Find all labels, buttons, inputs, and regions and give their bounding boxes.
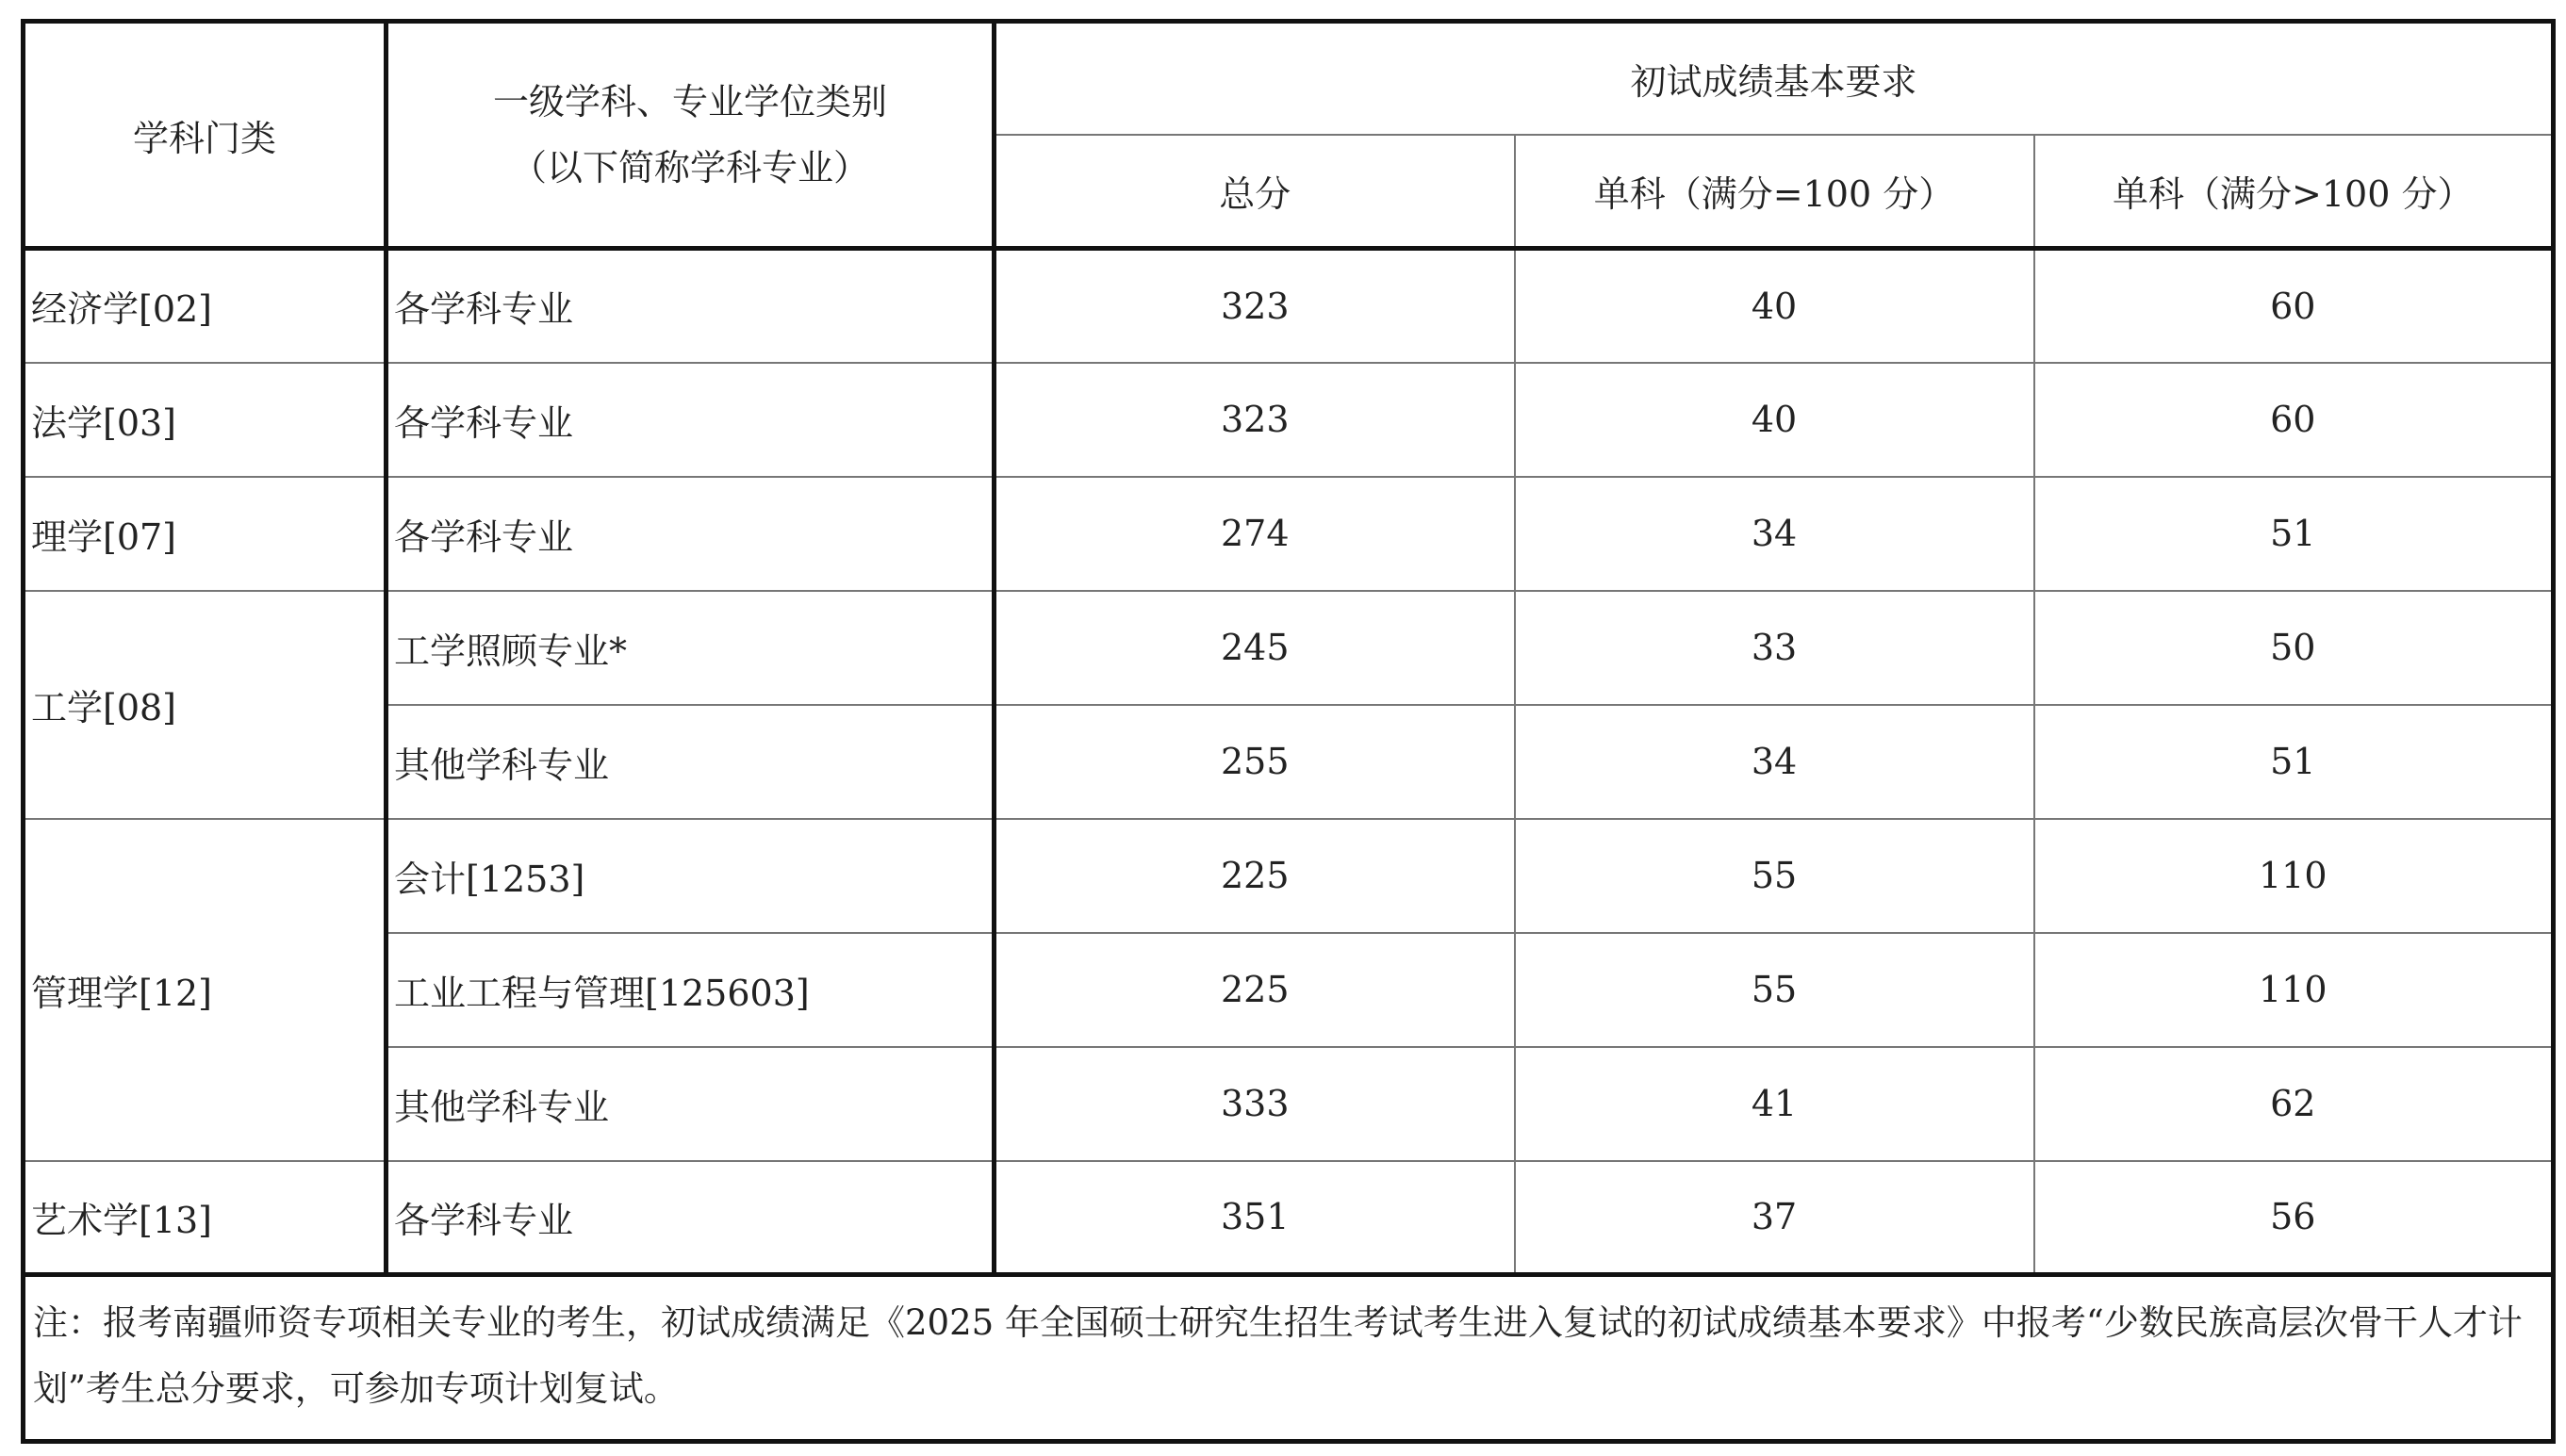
header-total — [995, 135, 1515, 249]
table-row — [24, 477, 2554, 591]
single-eq100-cell: 55 — [1515, 819, 2034, 933]
table-row — [24, 933, 2554, 1047]
single-gt100-cell: 110 — [2034, 933, 2554, 1047]
single-gt100-cell: 56 — [2034, 1161, 2554, 1275]
header-requirement-group — [995, 22, 2554, 135]
table-row — [24, 1161, 2554, 1275]
category-cell: 工学[08] — [24, 591, 387, 819]
category-cell: 艺术学[13] — [24, 1161, 387, 1275]
header-total-label: 总分 — [1219, 172, 1291, 215]
discipline-cell: 工业工程与管理[125603] — [387, 933, 995, 1047]
discipline-cell: 各学科专业 — [387, 1161, 995, 1275]
discipline-cell: 其他学科专业 — [387, 1047, 995, 1161]
table-row — [24, 591, 2554, 705]
discipline-cell: 各学科专业 — [387, 363, 995, 477]
table-row — [24, 705, 2554, 819]
single-gt100-cell: 110 — [2034, 819, 2554, 933]
single-gt100-cell: 51 — [2034, 477, 2554, 591]
category-cell: 经济学[02] — [24, 249, 387, 363]
total-cell: 274 — [995, 477, 1515, 591]
total-cell: 333 — [995, 1047, 1515, 1161]
total-cell: 323 — [995, 363, 1515, 477]
header-category — [24, 22, 387, 249]
header-category-label: 学科门类 — [132, 117, 276, 159]
header-requirement-group-label: 初试成绩基本要求 — [1630, 60, 1917, 103]
table-row — [24, 819, 2554, 933]
single-eq100-cell: 41 — [1515, 1047, 2034, 1161]
score-requirements-table — [21, 19, 2556, 1444]
header-single-eq100-label: 单科（满分=100 分） — [1593, 172, 1955, 215]
single-gt100-cell: 51 — [2034, 705, 2554, 819]
note-row — [24, 1275, 2554, 1442]
single-gt100-cell: 50 — [2034, 591, 2554, 705]
single-eq100-cell: 33 — [1515, 591, 2034, 705]
header-single-eq100 — [1515, 135, 2034, 249]
total-cell: 225 — [995, 819, 1515, 933]
single-eq100-cell: 55 — [1515, 933, 2034, 1047]
discipline-cell: 其他学科专业 — [387, 705, 995, 819]
discipline-cell: 各学科专业 — [387, 477, 995, 591]
header-discipline — [387, 22, 995, 249]
header-discipline-line2: （以下简称学科专业） — [510, 147, 869, 188]
single-gt100-cell: 60 — [2034, 363, 2554, 477]
category-cell: 理学[07] — [24, 477, 387, 591]
discipline-cell: 工学照顾专业* — [387, 591, 995, 705]
table-row — [24, 249, 2554, 363]
note-text: 注：报考南疆师资专项相关专业的考生，初试成绩满足《2025 年全国硕士研究生招生考试考生进入复试的初试成绩基本要求》中报考“少数民族高层次骨干人才计划”考生总分要求，可参加专项计划复试。 — [24, 1275, 2554, 1442]
discipline-cell: 各学科专业 — [387, 249, 995, 363]
total-cell: 225 — [995, 933, 1515, 1047]
single-gt100-cell: 62 — [2034, 1047, 2554, 1161]
single-eq100-cell: 37 — [1515, 1161, 2034, 1275]
discipline-cell: 会计[1253] — [387, 819, 995, 933]
single-eq100-cell: 34 — [1515, 477, 2034, 591]
table-row — [24, 363, 2554, 477]
category-cell: 管理学[12] — [24, 819, 387, 1161]
single-eq100-cell: 40 — [1515, 363, 2034, 477]
total-cell: 255 — [995, 705, 1515, 819]
single-eq100-cell: 40 — [1515, 249, 2034, 363]
single-gt100-cell: 60 — [2034, 249, 2554, 363]
header-discipline-line1: 一级学科、专业学位类别 — [492, 81, 887, 123]
single-eq100-cell: 34 — [1515, 705, 2034, 819]
total-cell: 351 — [995, 1161, 1515, 1275]
header-single-gt100 — [2034, 135, 2554, 249]
header-single-gt100-label: 单科（满分>100 分） — [2113, 172, 2474, 215]
category-cell: 法学[03] — [24, 363, 387, 477]
table-row — [24, 1047, 2554, 1161]
total-cell: 245 — [995, 591, 1515, 705]
total-cell: 323 — [995, 249, 1515, 363]
